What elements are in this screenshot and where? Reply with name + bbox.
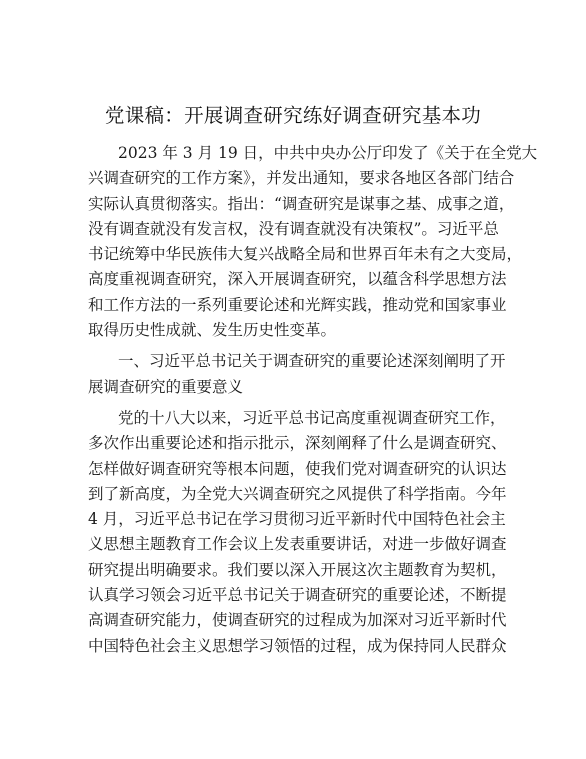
- text-line: 认真学习领会习近平总书记关于调查研究的重要论述，不断提: [88, 586, 507, 605]
- text-line: 高度重视调查研究，深入开展调查研究，以蕴含科学思想方法: [88, 270, 507, 289]
- text-line: 和工作方法的一系列重要论述和光辉实践，推动党和国家事业: [88, 295, 507, 314]
- text-line: 2023 年 3 月 19 日，中共中央办公厅印发了《关于在全党大: [118, 144, 538, 162]
- paragraph-intro: [88, 141, 538, 343]
- text-line: 4 月，习近平总书记在学习贯彻习近平新时代中国特色社会主: [88, 510, 506, 529]
- text-line: 实际认真贯彻落实。指出：“调查研究是谋事之基、成事之道，: [88, 194, 515, 213]
- text-line: 党的十八大以来，习近平总书记高度重视调查研究工作，: [118, 408, 506, 427]
- text-line: 一、习近平总书记关于调查研究的重要论述深刻阐明了开: [118, 352, 506, 371]
- text-line: 怎样做好调查研究等根本问题，使我们党对调查研究的认识达: [88, 459, 507, 478]
- section-heading: [88, 349, 506, 400]
- text-line: 没有调查就没有发言权，没有调查就没有决策权”。习近平总: [88, 219, 499, 238]
- text-line: 书记统筹中华民族伟大复兴战略全局和世界百年未有之大变局，: [88, 245, 523, 264]
- text-line: 展调查研究的重要意义: [88, 377, 244, 396]
- text-line: 研究提出明确要求。我们要以深入开展这次主题教育为契机，: [88, 560, 507, 579]
- text-line: 中国特色社会主义思想学习领悟的过程，成为保持同人民群众: [88, 636, 507, 655]
- document-body: [88, 141, 538, 665]
- text-line: 取得历史性成就、发生历史性变革。: [88, 321, 337, 340]
- text-line: 到了新高度，为全党大兴调查研究之风提供了科学指南。今年: [88, 484, 507, 503]
- text-line: 高调查研究能力，使调查研究的过程成为加深对习近平新时代: [88, 611, 507, 630]
- paragraph-section-one: [88, 406, 507, 659]
- document-title: 党课稿：开展调查研究练好调查研究基本功: [104, 104, 482, 127]
- text-line: 多次作出重要论述和指示批示，深刻阐释了什么是调查研究、: [88, 434, 507, 453]
- text-line: 义思想主题教育工作会议上发表重要讲话，对进一步做好调查: [88, 535, 507, 554]
- text-line: 兴调查研究的工作方案》，并发出通知，要求各地区各部门结合: [88, 169, 515, 188]
